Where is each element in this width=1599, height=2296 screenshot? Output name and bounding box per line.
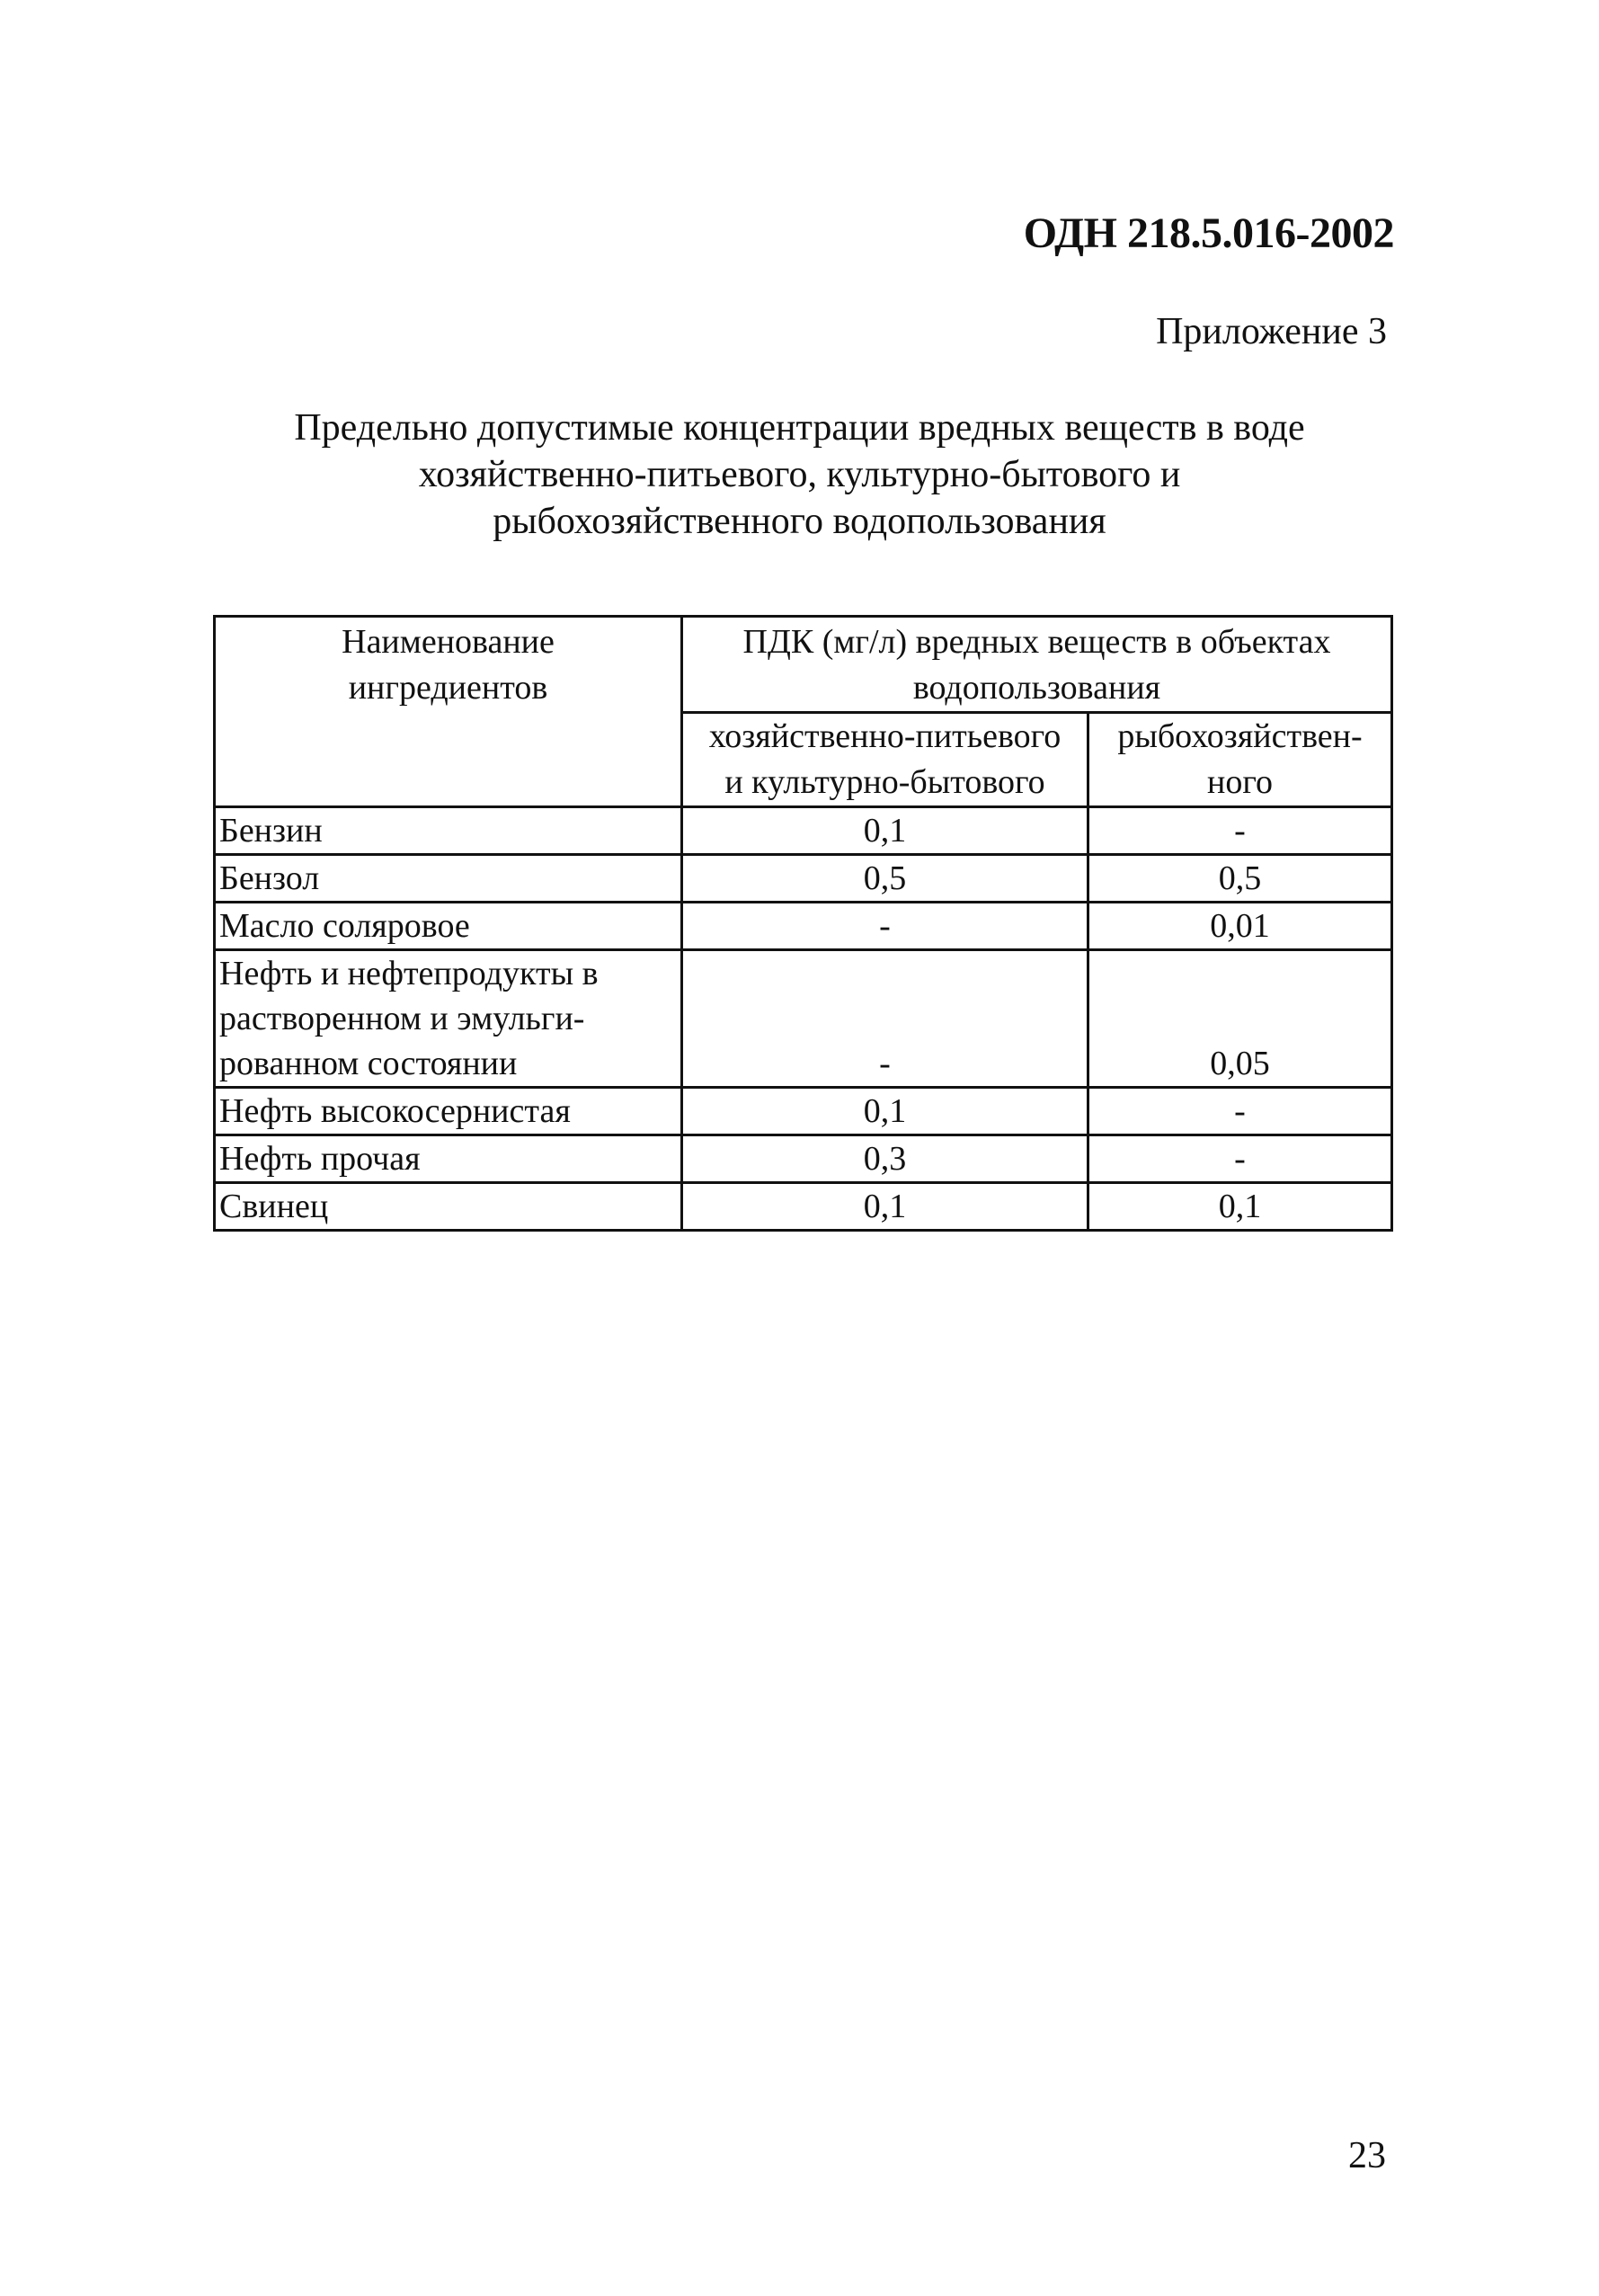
ingredient-name: Бензол <box>215 855 682 903</box>
header-mpc-group: ПДК (мг/л) вредных веществ в объектах водопользования <box>682 617 1392 713</box>
household-value: - <box>682 950 1088 1088</box>
fishery-value: 0,05 <box>1088 950 1392 1088</box>
table-title <box>0 405 1599 545</box>
header-fishery-use: рыбохозяйствен- ного <box>1088 713 1392 807</box>
household-value: 0,3 <box>682 1135 1088 1183</box>
ingredient-name: Нефть высокосернистая <box>215 1088 682 1135</box>
household-value: 0,5 <box>682 855 1088 903</box>
table-row <box>215 1135 1392 1183</box>
mpc-table-container <box>213 615 1390 1232</box>
household-value: 0,1 <box>682 1088 1088 1135</box>
ingredient-name: Масло соляровое <box>215 903 682 950</box>
table-header-row <box>215 617 1392 713</box>
document-code: ОДН 218.5.016-2002 <box>1023 209 1394 257</box>
fishery-value: - <box>1088 1135 1392 1183</box>
table-row <box>215 855 1392 903</box>
fishery-value: - <box>1088 807 1392 855</box>
table-row <box>215 1183 1392 1231</box>
table-row <box>215 950 1392 1088</box>
header-ingredient-name: Наименование ингредиентов <box>215 617 682 807</box>
household-value: 0,1 <box>682 1183 1088 1231</box>
ingredient-name: Свинец <box>215 1183 682 1231</box>
ingredient-name: Нефть и нефтепродукты в растворенном и эмульги- рованном состоянии <box>215 950 682 1088</box>
appendix-label: Приложение 3 <box>1156 311 1387 352</box>
table-row <box>215 903 1392 950</box>
household-value: 0,1 <box>682 807 1088 855</box>
table-row <box>215 807 1392 855</box>
fishery-value: - <box>1088 1088 1392 1135</box>
fishery-value: 0,5 <box>1088 855 1392 903</box>
title-line: рыбохозяйственного водопользования <box>493 501 1106 542</box>
household-value: - <box>682 903 1088 950</box>
fishery-value: 0,01 <box>1088 903 1392 950</box>
header-household-use: хозяйственно-питьевого и культурно-бытового <box>682 713 1088 807</box>
table-row <box>215 1088 1392 1135</box>
ingredient-name: Бензин <box>215 807 682 855</box>
page-number: 23 <box>1348 2135 1386 2176</box>
title-line: Предельно допустимые концентрации вредных веществ в воде <box>294 407 1305 449</box>
fishery-value: 0,1 <box>1088 1183 1392 1231</box>
ingredient-name: Нефть прочая <box>215 1135 682 1183</box>
mpc-table <box>213 615 1393 1232</box>
title-line: хозяйственно-питьевого, культурно-бытового и <box>418 454 1181 495</box>
